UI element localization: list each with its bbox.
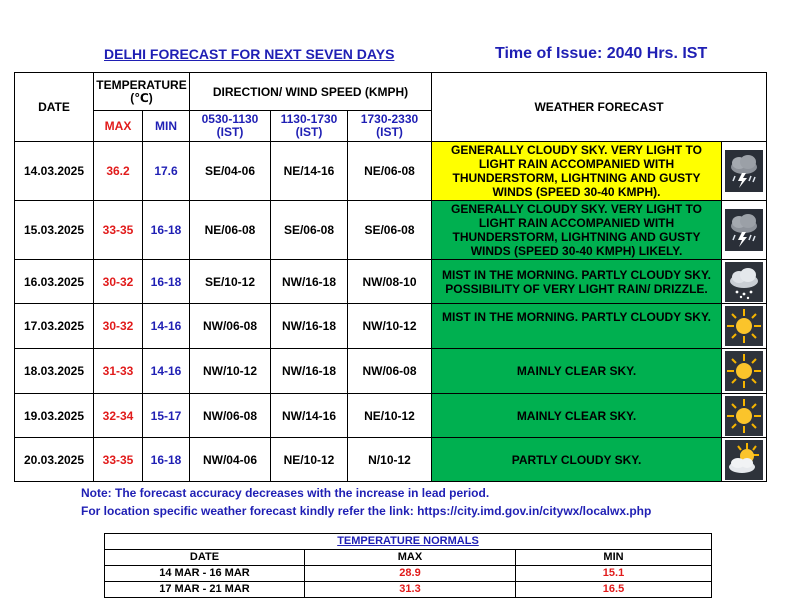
header-slot-1 — [190, 111, 271, 142]
row-date: 16.03.2025 — [15, 260, 94, 304]
row-date: 19.03.2025 — [15, 394, 94, 438]
row-forecast: MAINLY CLEAR SKY. — [432, 349, 722, 394]
row-max: 30-32 — [94, 304, 143, 349]
header-date: DATE — [15, 73, 94, 142]
row-wind-3: NW/06-08 — [348, 349, 432, 394]
row-wind-2: NE/10-12 — [271, 438, 348, 482]
normals-max: 31.3 — [305, 582, 516, 598]
normals-col-min: MIN — [516, 550, 712, 566]
row-wind-2: NW/16-18 — [271, 260, 348, 304]
header-temperature-unit: (℃) — [130, 90, 153, 105]
row-wind-2: NE/14-16 — [271, 142, 348, 201]
row-wind-3: NW/10-12 — [348, 304, 432, 349]
table-row — [105, 582, 712, 598]
header-slot-3 — [348, 111, 432, 142]
row-wind-1: NE/06-08 — [190, 201, 271, 260]
slot-3-time: 1730-2330 — [360, 112, 419, 126]
row-forecast: MIST IN THE MORNING. PARTLY CLOUDY SKY. POSSIBILITY OF VERY LIGHT RAIN/ DRIZZLE. — [432, 260, 722, 304]
thunderstorm-icon — [725, 150, 763, 192]
row-forecast: PARTLY CLOUDY SKY. — [432, 438, 722, 482]
slot-2-time: 1130-1730 — [280, 112, 338, 126]
row-icon-cell — [722, 438, 767, 482]
row-wind-2: NW/16-18 — [271, 349, 348, 394]
row-date: 18.03.2025 — [15, 349, 94, 394]
slot-3-ist: (IST) — [376, 125, 403, 139]
header-max: MAX — [94, 111, 143, 142]
row-date: 20.03.2025 — [15, 438, 94, 482]
header-wind: DIRECTION/ WIND SPEED (KMPH) — [190, 73, 432, 111]
row-icon-cell — [722, 349, 767, 394]
normals-min: 16.5 — [516, 582, 712, 598]
row-wind-3: NE/06-08 — [348, 142, 432, 201]
slot-1-time: 0530-1130 — [201, 112, 259, 126]
row-wind-2: SE/06-08 — [271, 201, 348, 260]
row-min: 16-18 — [143, 438, 190, 482]
header-min: MIN — [143, 111, 190, 142]
row-icon-cell — [722, 142, 767, 201]
row-wind-1: SE/10-12 — [190, 260, 271, 304]
normals-date: 14 MAR - 16 MAR — [105, 566, 305, 582]
table-row — [15, 260, 767, 304]
normals-max: 28.9 — [305, 566, 516, 582]
row-forecast: GENERALLY CLOUDY SKY. VERY LIGHT TO LIGHT RAIN ACCOMPANIED WITH THUNDERSTORM, LIGHTNING AND GUSTY WINDS (SPEED 30-40 KMPH). — [432, 142, 722, 201]
row-wind-2: NW/14-16 — [271, 394, 348, 438]
row-wind-2: NW/16-18 — [271, 304, 348, 349]
row-date: 15.03.2025 — [15, 201, 94, 260]
row-wind-3: NE/10-12 — [348, 394, 432, 438]
row-max: 32-34 — [94, 394, 143, 438]
issue-time: Time of Issue: 2040 Hrs. IST — [495, 45, 708, 62]
row-wind-3: NW/08-10 — [348, 260, 432, 304]
row-wind-1: NW/06-08 — [190, 394, 271, 438]
partly-cloudy-icon — [725, 440, 763, 480]
row-max: 31-33 — [94, 349, 143, 394]
row-date: 17.03.2025 — [15, 304, 94, 349]
row-wind-1: NW/06-08 — [190, 304, 271, 349]
table-row — [15, 394, 767, 438]
table-row — [105, 566, 712, 582]
row-forecast: GENERALLY CLOUDY SKY. VERY LIGHT TO LIGHT RAIN ACCOMPANIED WITH THUNDERSTORM, LIGHTNING AND GUSTY WINDS (SPEED 30-40 KMPH) LIKELY. — [432, 201, 722, 260]
temperature-normals-table — [104, 533, 712, 598]
row-max: 33-35 — [94, 438, 143, 482]
row-date: 14.03.2025 — [15, 142, 94, 201]
row-min: 15-17 — [143, 394, 190, 438]
row-max: 33-35 — [94, 201, 143, 260]
row-min: 16-18 — [143, 260, 190, 304]
sun-icon — [725, 396, 763, 436]
row-wind-1: SE/04-06 — [190, 142, 271, 201]
sun-icon — [725, 306, 763, 346]
row-wind-3: SE/06-08 — [348, 201, 432, 260]
sun-icon — [725, 351, 763, 391]
row-max: 30-32 — [94, 260, 143, 304]
row-min: 16-18 — [143, 201, 190, 260]
normals-title: TEMPERATURE NORMALS — [105, 534, 712, 550]
slot-2-ist: (IST) — [295, 125, 323, 139]
slot-1-ist: (IST) — [216, 125, 244, 139]
row-min: 17.6 — [143, 142, 190, 201]
row-icon-cell — [722, 201, 767, 260]
row-icon-cell — [722, 304, 767, 349]
normals-min: 15.1 — [516, 566, 712, 582]
row-forecast: MAINLY CLEAR SKY. — [432, 394, 722, 438]
normals-col-date: DATE — [105, 550, 305, 566]
note-link: For location specific weather forecast kindly refer the link: https://city.imd.gov.in/citywx/localwx.php — [81, 504, 652, 518]
normals-date: 17 MAR - 21 MAR — [105, 582, 305, 598]
table-row — [15, 201, 767, 260]
row-wind-1: NW/04-06 — [190, 438, 271, 482]
drizzle-icon — [725, 262, 763, 302]
table-row — [15, 142, 767, 201]
row-icon-cell — [722, 394, 767, 438]
row-min: 14-16 — [143, 349, 190, 394]
normals-col-max: MAX — [305, 550, 516, 566]
header-temperature-label: TEMPERATURE — [96, 77, 187, 92]
forecast-title: DELHI FORECAST FOR NEXT SEVEN DAYS — [104, 46, 395, 62]
row-wind-1: NW/10-12 — [190, 349, 271, 394]
thunderstorm-icon — [725, 209, 763, 251]
table-row — [15, 438, 767, 482]
table-row — [15, 349, 767, 394]
header-slot-2 — [271, 111, 348, 142]
table-row — [15, 304, 767, 349]
row-wind-3: N/10-12 — [348, 438, 432, 482]
row-min: 14-16 — [143, 304, 190, 349]
row-icon-cell — [722, 260, 767, 304]
note-accuracy: Note: The forecast accuracy decreases with the increase in lead period. — [81, 486, 490, 500]
row-max: 36.2 — [94, 142, 143, 201]
row-forecast: MIST IN THE MORNING. PARTLY CLOUDY SKY. — [432, 304, 722, 349]
header-temperature — [94, 73, 190, 111]
forecast-table — [14, 72, 767, 482]
header-weather-forecast: WEATHER FORECAST — [432, 73, 767, 142]
